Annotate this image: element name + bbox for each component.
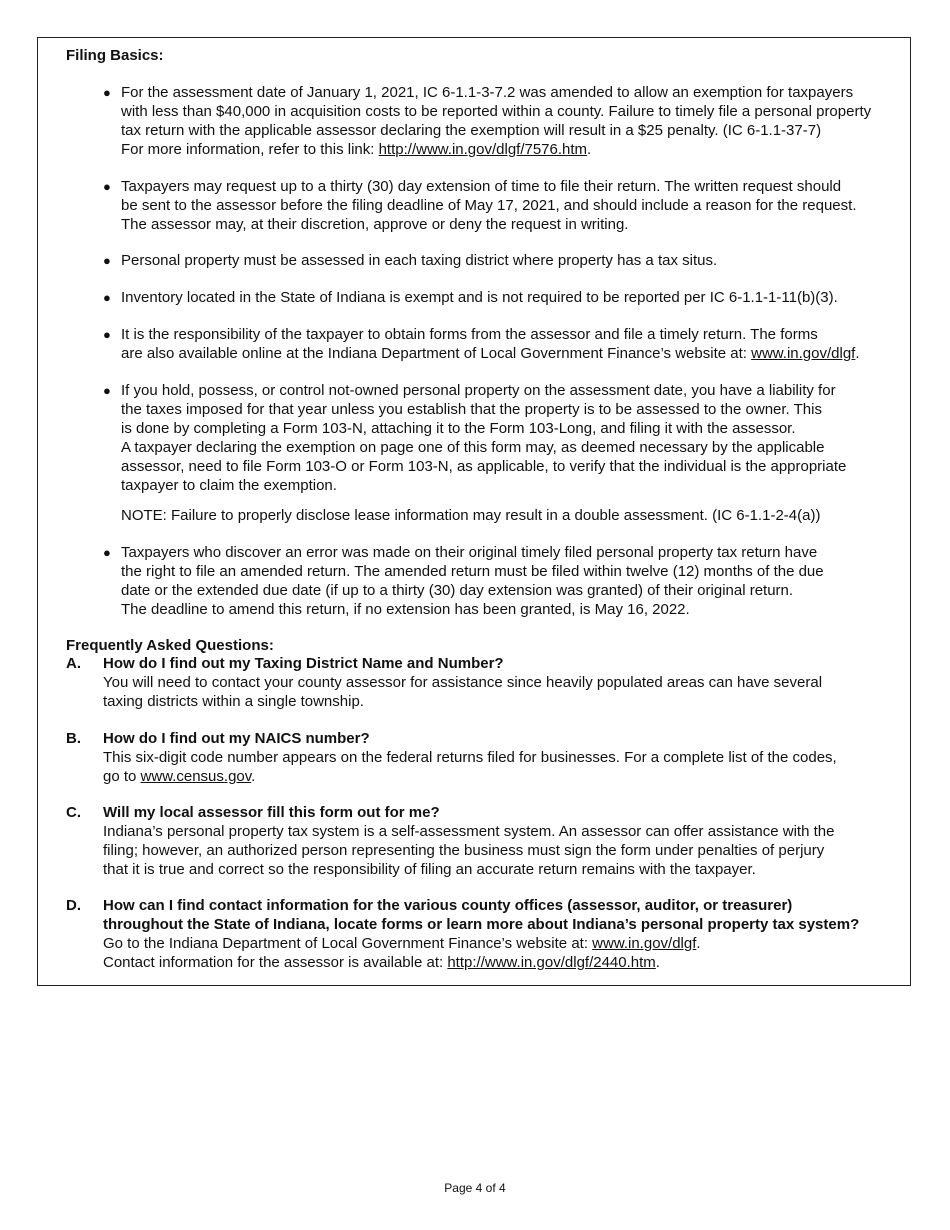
- bullet-icon: ●: [103, 545, 111, 560]
- text-line: [103, 934, 859, 953]
- line-text: the right to file an amended return. The amended return must be filed within twelve (12) months of the due: [121, 563, 824, 580]
- text-line: [121, 344, 860, 363]
- bullet-item: [121, 543, 824, 619]
- line-text: are also available online at the Indiana Department of Local Government Finance’s website at:: [121, 345, 752, 362]
- bullet-item: [121, 288, 838, 307]
- text-line: [121, 438, 846, 457]
- faq-item: [103, 729, 837, 786]
- line-text: is done by completing a Form 103-N, attaching it to the Form 103-Long, and filing it with the assessor.: [121, 420, 796, 437]
- faq-question: How can I find contact information for the various county offices (assessor, auditor, or treasurer): [103, 897, 793, 914]
- bullet-item: [121, 83, 871, 159]
- line-text: that it is true and correct so the responsibility of filing an accurate return remains with the taxpayer.: [103, 861, 756, 878]
- bullet-icon: ●: [103, 85, 111, 100]
- page-number: Page 4 of 4: [444, 1181, 506, 1195]
- faq-item: [103, 803, 834, 879]
- line-text: taxing districts within a single township.: [103, 693, 364, 710]
- punctuation: .: [655, 954, 660, 971]
- line-text: The deadline to amend this return, if no extension has been granted, is May 16, 2022.: [121, 601, 690, 618]
- faq-question: throughout the State of Indiana, locate forms or learn more about Indiana’s personal property tax system?: [103, 916, 860, 933]
- text-line: [103, 673, 822, 692]
- text-line: [121, 102, 871, 121]
- line-text: tax return with the applicable assessor declaring the exemption will result in a $25 penalty. (IC 6-1.1-37-7): [121, 122, 822, 139]
- line-text: Go to the Indiana Department of Local Government Finance’s website at:: [103, 935, 593, 952]
- faq-question: Will my local assessor fill this form out for me?: [103, 804, 440, 821]
- bullet-icon: ●: [103, 327, 111, 342]
- filing-basics-heading: Filing Basics:: [66, 47, 164, 64]
- text-line: [103, 822, 834, 841]
- line-text: Taxpayers may request up to a thirty (30) day extension of time to file their return. The written request should: [121, 178, 842, 195]
- text-line: [121, 457, 846, 476]
- faq-heading: Frequently Asked Questions:: [66, 637, 274, 654]
- text-line: [121, 325, 860, 344]
- line-text: taxpayer to claim the exemption.: [121, 477, 337, 494]
- text-line: [121, 581, 824, 600]
- text-line: [121, 121, 871, 140]
- faq-item: [103, 654, 822, 711]
- line-text: Indiana’s personal property tax system is a self-assessment system. An assessor can offer assistance with the: [103, 823, 835, 840]
- punctuation: .: [587, 141, 592, 158]
- text-line: [121, 215, 856, 234]
- line-text: Taxpayers who discover an error was made on their original timely filed personal property tax return have: [121, 544, 818, 561]
- line-text: For the assessment date of January 1, 2021, IC 6-1.1-3-7.2 was amended to allow an exemption for taxpayers: [121, 84, 854, 101]
- bullet-item: [121, 177, 856, 234]
- line-text: the taxes imposed for that year unless you establish that the property is to be assessed to the owner. This: [121, 401, 822, 418]
- line-text: Inventory located in the State of Indiana is exempt and is not required to be reported per IC 6-1.1-1-11(b)(3).: [121, 289, 838, 306]
- text-line: [103, 841, 834, 860]
- text-line: [103, 748, 837, 767]
- line-text: You will need to contact your county assessor for assistance since heavily populated areas can have several: [103, 674, 823, 691]
- line-text: date or the extended due date (if up to a thirty (30) day extension was granted) of their original return.: [121, 582, 794, 599]
- text-line: [103, 692, 822, 711]
- line-text: be sent to the assessor before the filing deadline of May 17, 2021, and should include a reason for the request.: [121, 197, 857, 214]
- line-text: Personal property must be assessed in each taxing district where property has a tax situs.: [121, 252, 718, 269]
- hyperlink[interactable]: www.in.gov/dlgf: [751, 345, 856, 362]
- bullet-icon: ●: [103, 179, 111, 194]
- line-text: A taxpayer declaring the exemption on page one of this form may, as deemed necessary by the applicable: [121, 439, 825, 456]
- lease-note: NOTE: Failure to properly disclose lease information may result in a double assessment. (IC 6-1.1-2-4(a)): [121, 507, 821, 524]
- faq-letter: C.: [66, 804, 81, 821]
- bullet-item: [121, 325, 860, 363]
- bullet-icon: ●: [103, 253, 111, 268]
- text-line: [121, 288, 838, 307]
- faq-item: [103, 896, 859, 972]
- line-text: with less than $40,000 in acquisition costs to be reported within a county. Failure to timely file a personal property: [121, 103, 872, 120]
- text-line: [121, 543, 824, 562]
- text-line: [121, 251, 717, 270]
- line-text: It is the responsibility of the taxpayer to obtain forms from the assessor and file a timely return. The forms: [121, 326, 818, 343]
- line-text: Contact information for the assessor is available at:: [103, 954, 448, 971]
- faq-question: How do I find out my Taxing District Name and Number?: [103, 655, 504, 672]
- bullet-icon: ●: [103, 290, 111, 305]
- faq-letter: A.: [66, 655, 81, 672]
- text-line: [121, 196, 856, 215]
- punctuation: .: [855, 345, 860, 362]
- text-line: [121, 400, 846, 419]
- text-line: [121, 140, 871, 159]
- punctuation: .: [251, 768, 256, 785]
- hyperlink[interactable]: www.census.gov: [140, 768, 252, 785]
- line-text: assessor, need to file Form 103-O or Form 103-N, as applicable, to verify that the individual is the appropriate: [121, 458, 847, 475]
- text-line: [121, 476, 846, 495]
- text-line: [121, 600, 824, 619]
- bullet-item: [121, 251, 717, 270]
- text-line: [121, 83, 871, 102]
- bullet-icon: ●: [103, 383, 111, 398]
- text-line: [103, 767, 837, 786]
- text-line: [103, 953, 859, 972]
- hyperlink[interactable]: http://www.in.gov/dlgf/7576.htm: [378, 141, 588, 158]
- line-text: go to: [103, 768, 141, 785]
- faq-question: How do I find out my NAICS number?: [103, 730, 370, 747]
- bullet-item: [121, 381, 846, 495]
- line-text: This six-digit code number appears on the federal returns filed for businesses. For a complete list of the codes,: [103, 749, 837, 766]
- text-line: [121, 562, 824, 581]
- text-line: [121, 419, 846, 438]
- text-line: [121, 381, 846, 400]
- line-text: If you hold, possess, or control not-owned personal property on the assessment date, you have a liability for: [121, 382, 836, 399]
- hyperlink[interactable]: www.in.gov/dlgf: [592, 935, 697, 952]
- faq-letter: D.: [66, 897, 81, 914]
- punctuation: .: [696, 935, 701, 952]
- text-line: [121, 177, 856, 196]
- text-line: [103, 860, 834, 879]
- line-text: For more information, refer to this link:: [121, 141, 379, 158]
- faq-letter: B.: [66, 730, 81, 747]
- line-text: The assessor may, at their discretion, approve or deny the request in writing.: [121, 216, 629, 233]
- line-text: filing; however, an authorized person representing the business must sign the form under penalties of perjury: [103, 842, 825, 859]
- hyperlink[interactable]: http://www.in.gov/dlgf/2440.htm: [447, 954, 656, 971]
